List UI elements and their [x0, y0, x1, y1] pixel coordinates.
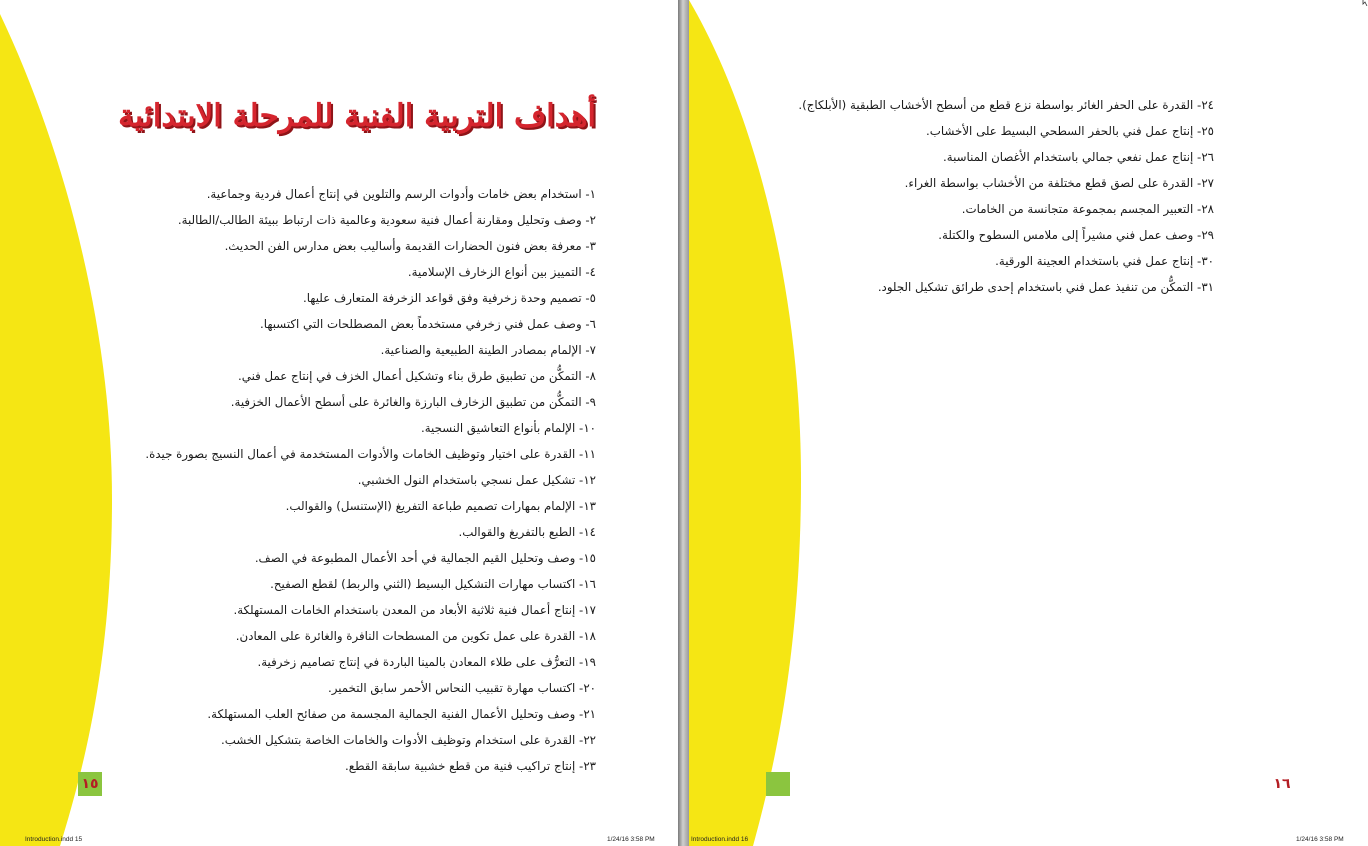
list-item: ١٤- الطبع بالتفريغ والقوالب. — [458, 525, 596, 539]
list-item: ٧- الإلمام بمصادر الطينة الطبيعية والصناعية. — [380, 343, 596, 357]
list-item: ١٢- تشكيل عمل نسجي باستخدام النول الخشبي. — [357, 473, 596, 487]
list-item: ١٨- القدرة على عمل تكوين من المسطحات النافرة والغائرة على المعادن. — [235, 629, 596, 643]
list-item: ٢٠- اكتساب مهارة تقبيب النحاس الأحمر سابق التخمير. — [327, 681, 596, 695]
right-page — [689, 0, 1368, 846]
page-gutter — [678, 0, 689, 846]
list-item: ٣١- التمكُّن من تنفيذ عمل فني باستخدام إحدى طرائق تشكيل الجلود. — [877, 280, 1214, 294]
list-item: ١٣- الإلمام بمهارات تصميم طباعة التفريغ (الإستنسل) والقوالب. — [285, 499, 596, 513]
objectives-list — [36, 181, 596, 779]
list-item: ٣- معرفة بعض فنون الحضارات القديمة وأساليب بعض مدارس الفن الحديث. — [224, 239, 596, 253]
list-item: ١٥- وصف وتحليل القيم الجمالية في أحد الأعمال المطبوعة في الصف. — [254, 551, 596, 565]
list-item: ٢٢- القدرة على استخدام وتوظيف الأدوات والخامات الخاصة بتشكيل الخشب. — [220, 733, 596, 747]
list-item: ٥- تصميم وحدة زخرفية وفق قواعد الزخرفة المتعارف عليها. — [302, 291, 596, 305]
list-item: ٩- التمكُّن من تطبيق الزخارف البارزة والغائرة على أسطح الأعمال الخزفية. — [230, 395, 596, 409]
mouse-pointer-icon — [1358, 0, 1368, 6]
list-item: ٨- التمكُّن من تطبيق طرق بناء وتشكيل أعمال الخزف في إنتاج عمل فني. — [237, 369, 596, 383]
list-item: ١١- القدرة على اختيار وتوظيف الخامات والأدوات المستخدمة في أعمال النسيج بصورة جيدة. — [145, 447, 596, 461]
page-number: ١٦ — [1273, 776, 1291, 792]
list-item: ٢٩- وصف عمل فني مشيراً إلى ملامس السطوح والكتلة. — [938, 228, 1214, 242]
list-item: ٣٠- إنتاج عمل فني باستخدام العجينة الورقية. — [995, 254, 1214, 268]
list-item: ٢٧- القدرة على لصق قطع مختلفة من الأخشاب بواسطة الغراء. — [904, 176, 1214, 190]
left-page — [0, 0, 678, 846]
green-page-box — [766, 772, 790, 796]
list-item: ١- استخدام بعض خامات وأدوات الرسم والتلوين في إنتاج أعمال فردية وجماعية. — [206, 187, 596, 201]
list-item: ٢٦- إنتاج عمل نفعي جمالي باستخدام الأغصان المناسبة. — [943, 150, 1214, 164]
print-slug-date: 1/24/16 3:58 PM — [1296, 836, 1344, 843]
list-item: ٢- وصف وتحليل ومقارنة أعمال فنية سعودية وعالمية ذات ارتباط ببيئة الطالب/الطالبة. — [177, 213, 596, 227]
print-slug-file: Introduction.indd 16 — [691, 836, 749, 843]
list-item: ١٩- التعرُّف على طلاء المعادن بالمينا الباردة في إنتاج تصاميم زخرفية. — [257, 655, 596, 669]
objectives-list-continued — [694, 92, 1214, 300]
print-slug-date: 1/24/16 3:58 PM — [607, 836, 655, 843]
list-item: ١٠- الإلمام بأنواع التعاشيق النسجية. — [420, 421, 596, 435]
print-slug-file: Introduction.indd 15 — [25, 836, 83, 843]
list-item: ٢٨- التعبير المجسم بمجموعة متجانسة من الخامات. — [961, 202, 1214, 216]
list-item: ٢٤- القدرة على الحفر الغائر بواسطة نزع قطع من أسطح الأخشاب الطبقية (الأبلكاج). — [798, 98, 1214, 112]
list-item: ١٧- إنتاج أعمال فنية ثلاثية الأبعاد من المعدن باستخدام الخامات المستهلكة. — [233, 603, 596, 617]
list-item: ٤- التمييز بين أنواع الزخارف الإسلامية. — [407, 265, 596, 279]
list-item: ٢٣- إنتاج تراكيب فنية من قطع خشبية سابقة القطع. — [345, 759, 596, 773]
list-item: ٢١- وصف وتحليل الأعمال الفنية الجمالية المجسمة من صفائح العلب المستهلكة. — [207, 707, 596, 721]
page-title: أهداف التربية الفنية للمرحلة الابتدائية — [118, 98, 596, 134]
list-item: ١٦- اكتساب مهارات التشكيل البسيط (الثني والربط) لقطع الصفيح. — [270, 577, 596, 591]
list-item: ٦- وصف عمل فني زخرفي مستخدماً بعض المصطلحات التي اكتسبها. — [259, 317, 596, 331]
page-number-badge: ١٥ — [78, 772, 102, 796]
list-item: ٢٥- إنتاج عمل فني بالحفر السطحي البسيط على الأخشاب. — [926, 124, 1214, 138]
